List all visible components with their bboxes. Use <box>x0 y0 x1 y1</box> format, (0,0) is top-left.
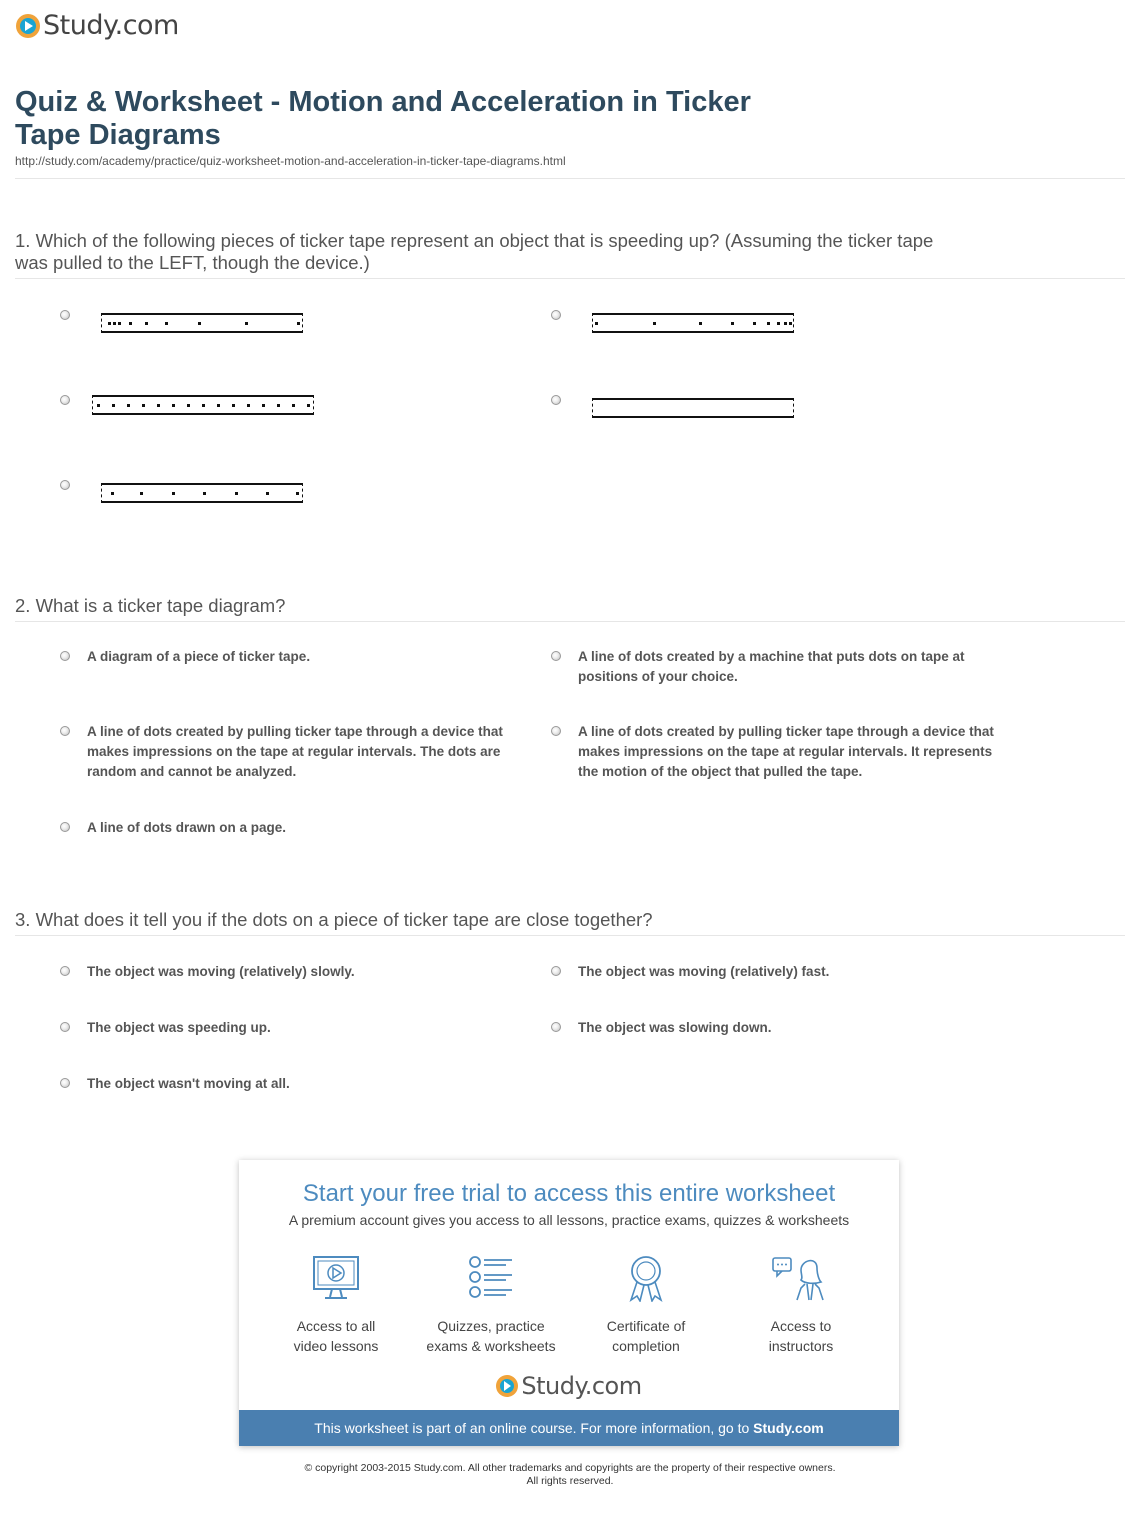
question-1-option-e[interactable] <box>60 476 70 490</box>
question-2-option-c[interactable] <box>60 722 510 782</box>
option-label: The object was slowing down. <box>578 1020 772 1035</box>
question-3-option-d[interactable] <box>551 1018 1001 1038</box>
radio-button[interactable] <box>60 480 70 490</box>
feature-label: Access to instructors <box>768 1318 834 1354</box>
feature-label: Access to all video lessons <box>293 1318 379 1354</box>
quiz-list-icon <box>466 1254 516 1302</box>
page-title: Quiz & Worksheet - Motion and Acceleration in Ticker Tape Diagrams <box>15 86 751 151</box>
radio-button[interactable] <box>60 966 70 976</box>
radio-button[interactable] <box>551 966 561 976</box>
question-3-text: 3. What does it tell you if the dots on a piece of ticker tape are close together? <box>15 909 653 930</box>
radio-button[interactable] <box>551 310 561 320</box>
radio-button[interactable] <box>60 651 70 661</box>
feature-certificate <box>571 1254 721 1356</box>
question-2-option-d[interactable] <box>551 722 1001 782</box>
ticker-tape-a <box>98 313 306 333</box>
copyright <box>0 1462 1140 1488</box>
feature-video-lessons <box>261 1254 411 1356</box>
page-url: http://study.com/academy/practice/quiz-worksheet-motion-and-acceleration-in-ticker-tape-diagrams.html <box>15 154 566 168</box>
promo-logo[interactable] <box>239 1372 899 1400</box>
certificate-ribbon-icon <box>621 1254 671 1302</box>
option-label: A line of dots created by pulling ticker tape through a device that makes impressions on the tape at regular intervals. It represents the motion of the object that pulled the tape. <box>578 724 994 779</box>
radio-button[interactable] <box>551 651 561 661</box>
radio-button[interactable] <box>551 1022 561 1032</box>
option-label: A line of dots created by pulling ticker tape through a device that makes impressions on the tape at regular intervals. The dots are random and cannot be analyzed. <box>87 724 503 779</box>
promo-info-bar <box>239 1410 899 1446</box>
question-2-text: 2. What is a ticker tape diagram? <box>15 595 286 616</box>
radio-button[interactable] <box>60 395 70 405</box>
divider <box>15 621 1125 622</box>
feature-label: Quizzes, practice exams & worksheets <box>426 1318 556 1354</box>
question-2-option-e[interactable] <box>60 818 500 838</box>
copyright-line: All rights reserved. <box>526 1475 614 1487</box>
question-1-option-c[interactable] <box>60 391 70 405</box>
option-label: A diagram of a piece of ticker tape. <box>87 649 311 664</box>
feature-quizzes <box>416 1254 566 1356</box>
radio-button[interactable] <box>551 726 561 736</box>
option-label: The object wasn't moving at all. <box>87 1076 290 1091</box>
copyright-line: © copyright 2003-2015 Study.com. All other trademarks and copyrights are the property of their respective owners. <box>304 1462 836 1474</box>
video-lessons-icon <box>311 1254 361 1302</box>
question-3-option-a[interactable] <box>60 962 500 982</box>
ticker-tape-c <box>89 395 317 415</box>
question-2-option-a[interactable] <box>60 647 500 667</box>
site-logo[interactable] <box>16 10 179 41</box>
question-1-option-d[interactable] <box>551 391 561 405</box>
logo-text: Study.com <box>43 10 179 41</box>
ticker-tape-b <box>589 313 797 333</box>
ticker-tape-d <box>589 398 797 418</box>
divider <box>15 935 1125 936</box>
option-label: The object was moving (relatively) slowly. <box>87 964 355 979</box>
instructor-icon <box>771 1254 831 1302</box>
radio-button[interactable] <box>551 395 561 405</box>
question-3-option-b[interactable] <box>551 962 1001 982</box>
question-2-option-b[interactable] <box>551 647 1001 687</box>
radio-button[interactable] <box>60 822 70 832</box>
option-label: A line of dots created by a machine that puts dots on tape at positions of your choice. <box>578 649 965 684</box>
ticker-tape-e <box>98 483 306 503</box>
study-link[interactable]: Study.com <box>753 1420 824 1436</box>
question-1-option-b[interactable] <box>551 306 561 320</box>
promo-title[interactable]: Start your free trial to access this entire worksheet <box>302 1180 836 1207</box>
option-label: A line of dots drawn on a page. <box>87 820 287 835</box>
radio-button[interactable] <box>60 1078 70 1088</box>
option-label: The object was speeding up. <box>87 1020 271 1035</box>
option-label: The object was moving (relatively) fast. <box>578 964 830 979</box>
question-3-option-e[interactable] <box>60 1074 500 1094</box>
feature-label: Certificate of completion <box>606 1318 686 1354</box>
feature-instructors <box>726 1254 876 1356</box>
radio-button[interactable] <box>60 310 70 320</box>
question-3-option-c[interactable] <box>60 1018 500 1038</box>
promo-bar-text: This worksheet is part of an online course. For more information, go to <box>314 1420 754 1436</box>
question-1-option-a[interactable] <box>60 306 70 320</box>
radio-button[interactable] <box>60 726 70 736</box>
play-logo-icon <box>16 14 40 38</box>
promo-subtitle: A premium account gives you access to all lessons, practice exams, quizzes & worksheets <box>288 1212 850 1228</box>
question-1-text: 1. Which of the following pieces of ticker tape represent an object that is speeding up? (Assuming the ticker tape was pulled to the LEFT, though the device.) <box>15 230 934 273</box>
divider <box>15 278 1125 279</box>
logo-text: Study.com <box>521 1372 642 1400</box>
free-trial-promo <box>239 1160 899 1446</box>
divider <box>15 178 1125 179</box>
radio-button[interactable] <box>60 1022 70 1032</box>
play-logo-icon <box>496 1375 518 1397</box>
